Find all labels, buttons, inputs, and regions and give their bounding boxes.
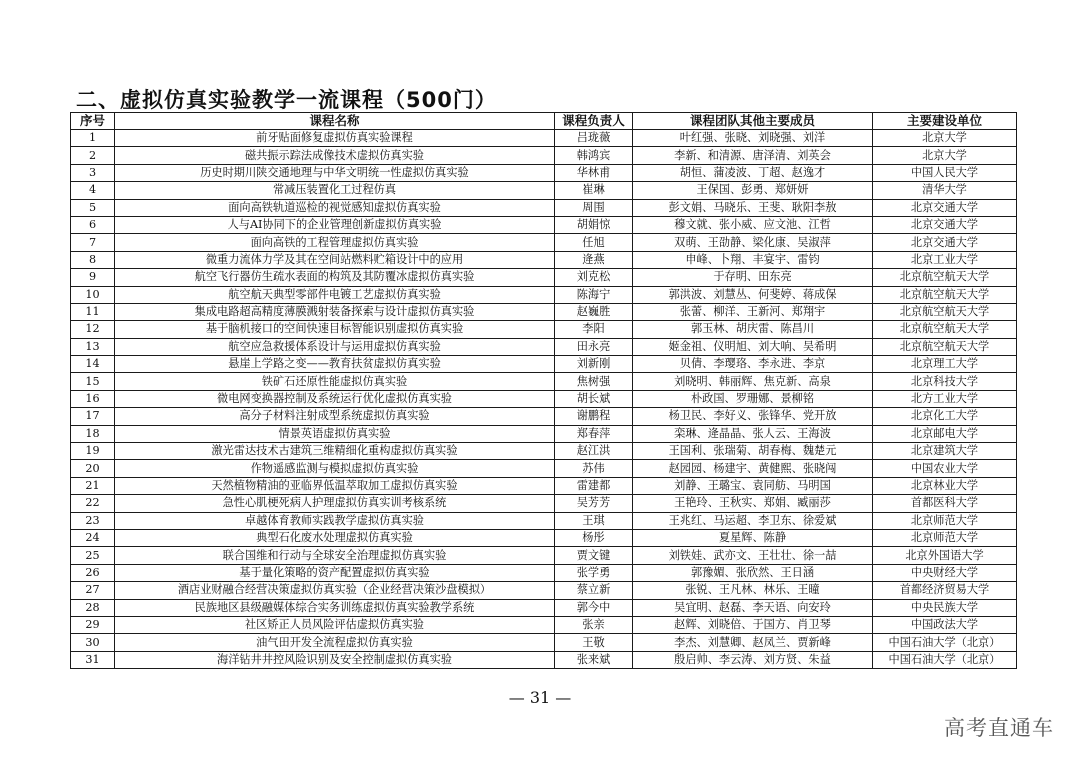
cell-course-name: 基于脑机接口的空间快速目标智能识别虚拟仿真实验 bbox=[115, 321, 555, 338]
cell-course-name: 联合国维和行动与全球安全治理虚拟仿真实验 bbox=[115, 547, 555, 564]
cell-index: 14 bbox=[71, 356, 115, 373]
cell-course-name: 面向高铁的工程管理虚拟仿真实验 bbox=[115, 234, 555, 251]
cell-leader: 焦树强 bbox=[555, 373, 633, 390]
cell-institution: 首都经济贸易大学 bbox=[873, 582, 1017, 599]
cell-index: 15 bbox=[71, 373, 115, 390]
cell-leader: 王琪 bbox=[555, 512, 633, 529]
cell-leader: 刘克松 bbox=[555, 269, 633, 286]
table-row bbox=[71, 234, 1017, 251]
table-row bbox=[71, 269, 1017, 286]
cell-index: 29 bbox=[71, 616, 115, 633]
cell-index: 26 bbox=[71, 564, 115, 581]
cell-institution: 中国政法大学 bbox=[873, 616, 1017, 633]
cell-index: 20 bbox=[71, 460, 115, 477]
cell-team-members: 张锐、王凡林、林乐、王曈 bbox=[633, 582, 873, 599]
cell-index: 18 bbox=[71, 425, 115, 442]
cell-index: 31 bbox=[71, 651, 115, 668]
table-row bbox=[71, 390, 1017, 407]
cell-course-name: 常减压装置化工过程仿真 bbox=[115, 182, 555, 199]
cell-team-members: 赵园园、杨建宇、黄健熙、张晓闯 bbox=[633, 460, 873, 477]
cell-institution: 北京交通大学 bbox=[873, 234, 1017, 251]
cell-index: 27 bbox=[71, 582, 115, 599]
cell-course-name: 情景英语虚拟仿真实验 bbox=[115, 425, 555, 442]
cell-course-name: 酒店业财融合经营决策虚拟仿真实验（企业经营决策沙盘模拟） bbox=[115, 582, 555, 599]
table-row bbox=[71, 216, 1017, 233]
cell-course-name: 油气田开发全流程虚拟仿真实验 bbox=[115, 634, 555, 651]
cell-index: 28 bbox=[71, 599, 115, 616]
table-body bbox=[71, 130, 1017, 669]
cell-course-name: 激光雷达技术古建筑三维精细化重构虚拟仿真实验 bbox=[115, 443, 555, 460]
cell-team-members: 李新、和清源、唐泽清、刘英会 bbox=[633, 147, 873, 164]
table-row bbox=[71, 477, 1017, 494]
cell-index: 10 bbox=[71, 286, 115, 303]
cell-institution: 首都医科大学 bbox=[873, 495, 1017, 512]
cell-team-members: 贝倩、李璎珞、李永进、李京 bbox=[633, 356, 873, 373]
cell-course-name: 航空应急救援体系设计与运用虚拟仿真实验 bbox=[115, 338, 555, 355]
watermark: 高考直通车 bbox=[944, 716, 1054, 740]
cell-institution: 北京邮电大学 bbox=[873, 425, 1017, 442]
cell-course-name: 基于量化策略的资产配置虚拟仿真实验 bbox=[115, 564, 555, 581]
col-header-institution: 主要建设单位 bbox=[873, 113, 1017, 130]
table-row bbox=[71, 373, 1017, 390]
cell-index: 23 bbox=[71, 512, 115, 529]
cell-course-name: 微电网变换器控制及系统运行优化虚拟仿真实验 bbox=[115, 390, 555, 407]
cell-course-name: 历史时期川陕交通地理与中华文明统一性虚拟仿真实验 bbox=[115, 164, 555, 181]
cell-institution: 北京建筑大学 bbox=[873, 443, 1017, 460]
cell-leader: 刘新刚 bbox=[555, 356, 633, 373]
cell-team-members: 刘晓明、韩丽辉、焦克新、高泉 bbox=[633, 373, 873, 390]
cell-team-members: 刘铁娃、武亦文、王壮壮、徐一喆 bbox=[633, 547, 873, 564]
cell-leader: 陈海宁 bbox=[555, 286, 633, 303]
cell-course-name: 社区矫正人员风险评估虚拟仿真实验 bbox=[115, 616, 555, 633]
table-row bbox=[71, 564, 1017, 581]
cell-leader: 郑春萍 bbox=[555, 425, 633, 442]
cell-institution: 北京师范大学 bbox=[873, 529, 1017, 546]
cell-leader: 赵江洪 bbox=[555, 443, 633, 460]
cell-index: 1 bbox=[71, 130, 115, 147]
table-row bbox=[71, 547, 1017, 564]
cell-leader: 郭今中 bbox=[555, 599, 633, 616]
cell-index: 13 bbox=[71, 338, 115, 355]
table-row bbox=[71, 182, 1017, 199]
cell-institution: 北京航空航天大学 bbox=[873, 303, 1017, 320]
page-number: — 31 — bbox=[508, 688, 572, 707]
cell-index: 6 bbox=[71, 216, 115, 233]
cell-course-name: 悬崖上学路之变——教育扶贫虚拟仿真实验 bbox=[115, 356, 555, 373]
cell-leader: 胡娟惊 bbox=[555, 216, 633, 233]
cell-team-members: 王兆红、马运超、李卫东、徐爱斌 bbox=[633, 512, 873, 529]
cell-course-name: 天然植物精油的亚临界低温萃取加工虚拟仿真实验 bbox=[115, 477, 555, 494]
cell-institution: 北京大学 bbox=[873, 130, 1017, 147]
cell-index: 25 bbox=[71, 547, 115, 564]
col-header-index: 序号 bbox=[71, 113, 115, 130]
cell-course-name: 铁矿石还原性能虚拟仿真实验 bbox=[115, 373, 555, 390]
cell-team-members: 郭玉林、胡庆雷、陈昌川 bbox=[633, 321, 873, 338]
table-row bbox=[71, 286, 1017, 303]
cell-course-name: 磁共振示踪法成像技术虚拟仿真实验 bbox=[115, 147, 555, 164]
table-row bbox=[71, 408, 1017, 425]
cell-institution: 北方工业大学 bbox=[873, 390, 1017, 407]
cell-team-members: 郭洪波、刘慧丛、何斐婷、蒋成保 bbox=[633, 286, 873, 303]
cell-leader: 苏伟 bbox=[555, 460, 633, 477]
cell-course-name: 集成电路超高精度薄膜溅射装备探索与设计虚拟仿真实验 bbox=[115, 303, 555, 320]
cell-leader: 崔琳 bbox=[555, 182, 633, 199]
cell-institution: 北京交通大学 bbox=[873, 199, 1017, 216]
cell-leader: 韩鸿宾 bbox=[555, 147, 633, 164]
cell-institution: 北京化工大学 bbox=[873, 408, 1017, 425]
cell-leader: 杨彤 bbox=[555, 529, 633, 546]
cell-leader: 贾文键 bbox=[555, 547, 633, 564]
cell-course-name: 急性心肌梗死病人护理虚拟仿真实训考核系统 bbox=[115, 495, 555, 512]
cell-leader: 逄燕 bbox=[555, 251, 633, 268]
cell-institution: 北京理工大学 bbox=[873, 356, 1017, 373]
cell-institution: 北京航空航天大学 bbox=[873, 338, 1017, 355]
table-row bbox=[71, 495, 1017, 512]
cell-index: 17 bbox=[71, 408, 115, 425]
cell-team-members: 胡恒、蒲凌波、丁超、赵逸才 bbox=[633, 164, 873, 181]
table-row bbox=[71, 425, 1017, 442]
cell-institution: 北京交通大学 bbox=[873, 216, 1017, 233]
cell-team-members: 王保国、彭勇、郑妍妍 bbox=[633, 182, 873, 199]
cell-team-members: 赵辉、刘晓倍、于国方、肖卫琴 bbox=[633, 616, 873, 633]
cell-team-members: 李杰、刘慧卿、赵凤兰、贾新峰 bbox=[633, 634, 873, 651]
cell-index: 21 bbox=[71, 477, 115, 494]
page-title: 二、虚拟仿真实验教学一流课程（500门） bbox=[76, 88, 497, 112]
cell-course-name: 民族地区县级融媒体综合实务训练虚拟仿真实验教学系统 bbox=[115, 599, 555, 616]
cell-team-members: 穆文就、张小威、应文池、江哲 bbox=[633, 216, 873, 233]
table-row bbox=[71, 512, 1017, 529]
col-header-leader: 课程负责人 bbox=[555, 113, 633, 130]
cell-institution: 北京工业大学 bbox=[873, 251, 1017, 268]
cell-leader: 吴芳芳 bbox=[555, 495, 633, 512]
table-row bbox=[71, 321, 1017, 338]
table-row bbox=[71, 460, 1017, 477]
cell-index: 5 bbox=[71, 199, 115, 216]
cell-index: 22 bbox=[71, 495, 115, 512]
cell-leader: 张亲 bbox=[555, 616, 633, 633]
cell-leader: 李阳 bbox=[555, 321, 633, 338]
cell-leader: 任旭 bbox=[555, 234, 633, 251]
cell-leader: 谢鹏程 bbox=[555, 408, 633, 425]
cell-institution: 北京大学 bbox=[873, 147, 1017, 164]
col-header-team-members: 课程团队其他主要成员 bbox=[633, 113, 873, 130]
cell-course-name: 作物遥感监测与模拟虚拟仿真实验 bbox=[115, 460, 555, 477]
cell-index: 11 bbox=[71, 303, 115, 320]
course-table bbox=[70, 112, 1017, 669]
table-row bbox=[71, 251, 1017, 268]
cell-index: 24 bbox=[71, 529, 115, 546]
cell-leader: 胡长斌 bbox=[555, 390, 633, 407]
cell-institution: 北京航空航天大学 bbox=[873, 286, 1017, 303]
table-row bbox=[71, 338, 1017, 355]
cell-leader: 蔡立新 bbox=[555, 582, 633, 599]
cell-index: 16 bbox=[71, 390, 115, 407]
cell-course-name: 人与AI协同下的企业管理创新虚拟仿真实验 bbox=[115, 216, 555, 233]
cell-institution: 北京航空航天大学 bbox=[873, 269, 1017, 286]
cell-institution: 清华大学 bbox=[873, 182, 1017, 199]
cell-institution: 中央民族大学 bbox=[873, 599, 1017, 616]
cell-index: 9 bbox=[71, 269, 115, 286]
cell-index: 19 bbox=[71, 443, 115, 460]
table-row bbox=[71, 616, 1017, 633]
cell-team-members: 双萌、王劭静、梁化康、吴淑萍 bbox=[633, 234, 873, 251]
cell-institution: 中央财经大学 bbox=[873, 564, 1017, 581]
cell-index: 7 bbox=[71, 234, 115, 251]
table-row bbox=[71, 529, 1017, 546]
cell-leader: 王敬 bbox=[555, 634, 633, 651]
cell-team-members: 张蕾、柳洋、王新河、郑翔宇 bbox=[633, 303, 873, 320]
cell-course-name: 航空航天典型零部件电镀工艺虚拟仿真实验 bbox=[115, 286, 555, 303]
cell-institution: 北京师范大学 bbox=[873, 512, 1017, 529]
cell-course-name: 海洋钻井井控风险识别及安全控制虚拟仿真实验 bbox=[115, 651, 555, 668]
cell-course-name: 面向高铁轨道巡检的视觉感知虚拟仿真实验 bbox=[115, 199, 555, 216]
cell-team-members: 郭豫媚、张欣然、王日涵 bbox=[633, 564, 873, 581]
cell-institution: 北京外国语大学 bbox=[873, 547, 1017, 564]
cell-index: 3 bbox=[71, 164, 115, 181]
cell-team-members: 于存明、田东亮 bbox=[633, 269, 873, 286]
cell-course-name: 前牙贴面修复虚拟仿真实验课程 bbox=[115, 130, 555, 147]
cell-team-members: 王艳玲、王秋实、郑娟、臧丽莎 bbox=[633, 495, 873, 512]
table-row bbox=[71, 599, 1017, 616]
cell-leader: 吕珑薇 bbox=[555, 130, 633, 147]
cell-institution: 北京林业大学 bbox=[873, 477, 1017, 494]
cell-course-name: 航空飞行器仿生疏水表面的构筑及其防覆冰虚拟仿真实验 bbox=[115, 269, 555, 286]
cell-team-members: 朴政国、罗珊娜、景柳铭 bbox=[633, 390, 873, 407]
cell-index: 2 bbox=[71, 147, 115, 164]
cell-institution: 中国石油大学（北京） bbox=[873, 651, 1017, 668]
cell-team-members: 申峰、卜翔、丰宴宇、雷钧 bbox=[633, 251, 873, 268]
cell-institution: 中国石油大学（北京） bbox=[873, 634, 1017, 651]
cell-index: 12 bbox=[71, 321, 115, 338]
cell-institution: 北京航空航天大学 bbox=[873, 321, 1017, 338]
table-row bbox=[71, 582, 1017, 599]
cell-team-members: 吴宜明、赵磊、李天语、向安玲 bbox=[633, 599, 873, 616]
table-row bbox=[71, 443, 1017, 460]
cell-index: 8 bbox=[71, 251, 115, 268]
cell-institution: 中国农业大学 bbox=[873, 460, 1017, 477]
cell-leader: 雷建都 bbox=[555, 477, 633, 494]
table-row bbox=[71, 356, 1017, 373]
cell-team-members: 杨卫民、李好义、张锋华、党开放 bbox=[633, 408, 873, 425]
cell-team-members: 刘静、王璐宝、袁同舫、马明国 bbox=[633, 477, 873, 494]
cell-team-members: 彭文娟、马晓乐、王斐、耿阳李敖 bbox=[633, 199, 873, 216]
cell-team-members: 王国利、张瑞菊、胡春梅、魏楚元 bbox=[633, 443, 873, 460]
cell-index: 30 bbox=[71, 634, 115, 651]
table-header-row bbox=[71, 113, 1017, 130]
table-row bbox=[71, 130, 1017, 147]
cell-institution: 北京科技大学 bbox=[873, 373, 1017, 390]
cell-leader: 华林甫 bbox=[555, 164, 633, 181]
table-row bbox=[71, 164, 1017, 181]
col-header-course-name: 课程名称 bbox=[115, 113, 555, 130]
cell-index: 4 bbox=[71, 182, 115, 199]
cell-course-name: 典型石化废水处理虚拟仿真实验 bbox=[115, 529, 555, 546]
cell-course-name: 卓越体育教师实践教学虚拟仿真实验 bbox=[115, 512, 555, 529]
table-row bbox=[71, 147, 1017, 164]
table-row bbox=[71, 199, 1017, 216]
cell-team-members: 姬金祖、仪明旭、刘大响、吴希明 bbox=[633, 338, 873, 355]
table-row bbox=[71, 634, 1017, 651]
table-row bbox=[71, 303, 1017, 320]
cell-team-members: 夏星辉、陈静 bbox=[633, 529, 873, 546]
cell-institution: 中国人民大学 bbox=[873, 164, 1017, 181]
cell-team-members: 殷启帅、李云涛、刘方贤、朱益 bbox=[633, 651, 873, 668]
cell-leader: 张来斌 bbox=[555, 651, 633, 668]
table-row bbox=[71, 651, 1017, 668]
cell-leader: 赵巍胜 bbox=[555, 303, 633, 320]
cell-leader: 田永亮 bbox=[555, 338, 633, 355]
cell-leader: 周围 bbox=[555, 199, 633, 216]
cell-course-name: 高分子材料注射成型系统虚拟仿真实验 bbox=[115, 408, 555, 425]
cell-leader: 张学勇 bbox=[555, 564, 633, 581]
cell-team-members: 叶红强、张晓、刘晓强、刘洋 bbox=[633, 130, 873, 147]
cell-course-name: 微重力流体力学及其在空间站燃料贮箱设计中的应用 bbox=[115, 251, 555, 268]
cell-team-members: 栾琳、逄晶晶、张人云、王海波 bbox=[633, 425, 873, 442]
